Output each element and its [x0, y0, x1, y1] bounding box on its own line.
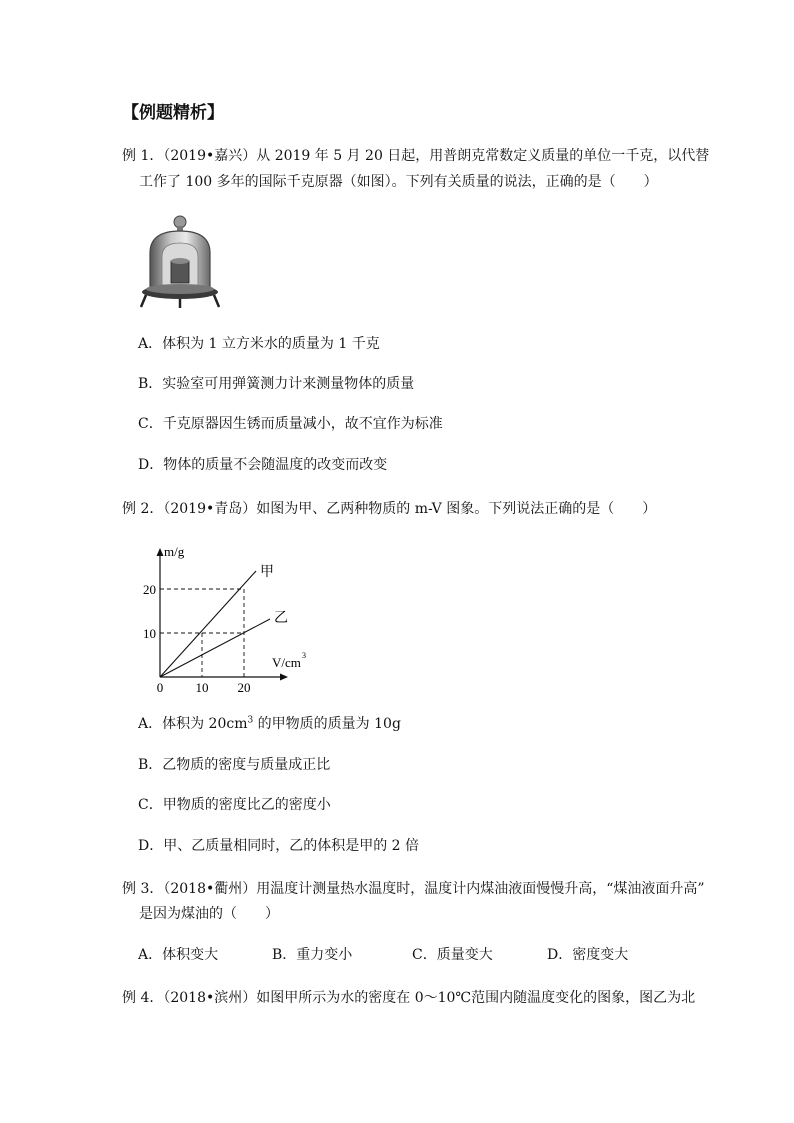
q1-option-d: D．物体的质量不会随温度的改变而改变 [138, 457, 388, 473]
q1-option-c: C．千克原器因生锈而质量减小，故不宜作为标准 [138, 416, 443, 432]
series-jia-label: 甲 [260, 565, 274, 580]
m-v-graph [136, 540, 306, 700]
q3-option-a: A．体积变大 [138, 947, 219, 963]
q2-option-d: D．甲、乙质量相同时，乙的体积是甲的 2 倍 [138, 838, 420, 854]
q3-line1: 例 3．（2018•衢州）用温度计测量热水温度时，温度计内煤油液面慢慢升高，“煤油液面升高” [122, 881, 705, 897]
x-axis-arrow [280, 674, 288, 681]
q2-option-a [138, 714, 401, 734]
series-yi-label: 乙 [274, 611, 288, 626]
q1-option-b: B．实验室可用弹簧测力计来测量物体的质量 [138, 376, 415, 392]
q1-line1: 例 1．（2019•嘉兴）从 2019 年 5 月 20 日起，用普朗克常数定义质量的单位一千克，以代替 [122, 148, 710, 164]
x-tick-20: 20 [237, 680, 251, 695]
q2-option-c: C．甲物质的密度比乙的密度小 [138, 797, 331, 813]
q1-line2: 工作了 100 多年的国际千克原器（如图）。下列有关质量的说法，正确的是（ ） [139, 174, 658, 190]
origin-label: 0 [156, 680, 164, 695]
q2-option-a-pre: A．体积为 20cm [138, 716, 248, 732]
x-axis-label-sup: 3 [302, 651, 306, 660]
q2-option-b: B．乙物质的密度与质量成正比 [138, 757, 331, 773]
y-axis-arrow [157, 548, 164, 556]
q3-option-b: B．重力变小 [272, 947, 353, 963]
x-tick-10: 10 [195, 680, 209, 695]
q3-option-c: C．质量变大 [412, 947, 493, 963]
q3-option-d: D．密度变大 [547, 947, 629, 963]
series-jia-line [160, 571, 256, 677]
x-axis-label: V/cm [272, 655, 301, 670]
y-tick-10: 10 [143, 626, 156, 641]
y-axis-label: m/g [164, 544, 185, 559]
y-tick-20: 20 [143, 582, 156, 597]
section-title: 【例题精析】 [122, 103, 224, 123]
series-yi-line [160, 619, 270, 677]
kilogram-prototype-image [138, 213, 222, 311]
q1-option-a: A．体积为 1 立方米水的质量为 1 千克 [138, 336, 380, 352]
q4-line1: 例 4．（2018•滨州）如图甲所示为水的密度在 0～10℃范围内随温度变化的图象，图乙为北 [122, 990, 696, 1006]
q2-line1: 例 2．（2019•青岛）如图为甲、乙两种物质的 m-V 图象。下列说法正确的是（ ） [122, 501, 657, 517]
q2-option-a-post: 的甲物质的质量为 10g [253, 716, 401, 732]
q3-line2: 是因为煤油的（ ） [139, 906, 279, 922]
q2-option-a-sup: 3 [247, 715, 254, 726]
